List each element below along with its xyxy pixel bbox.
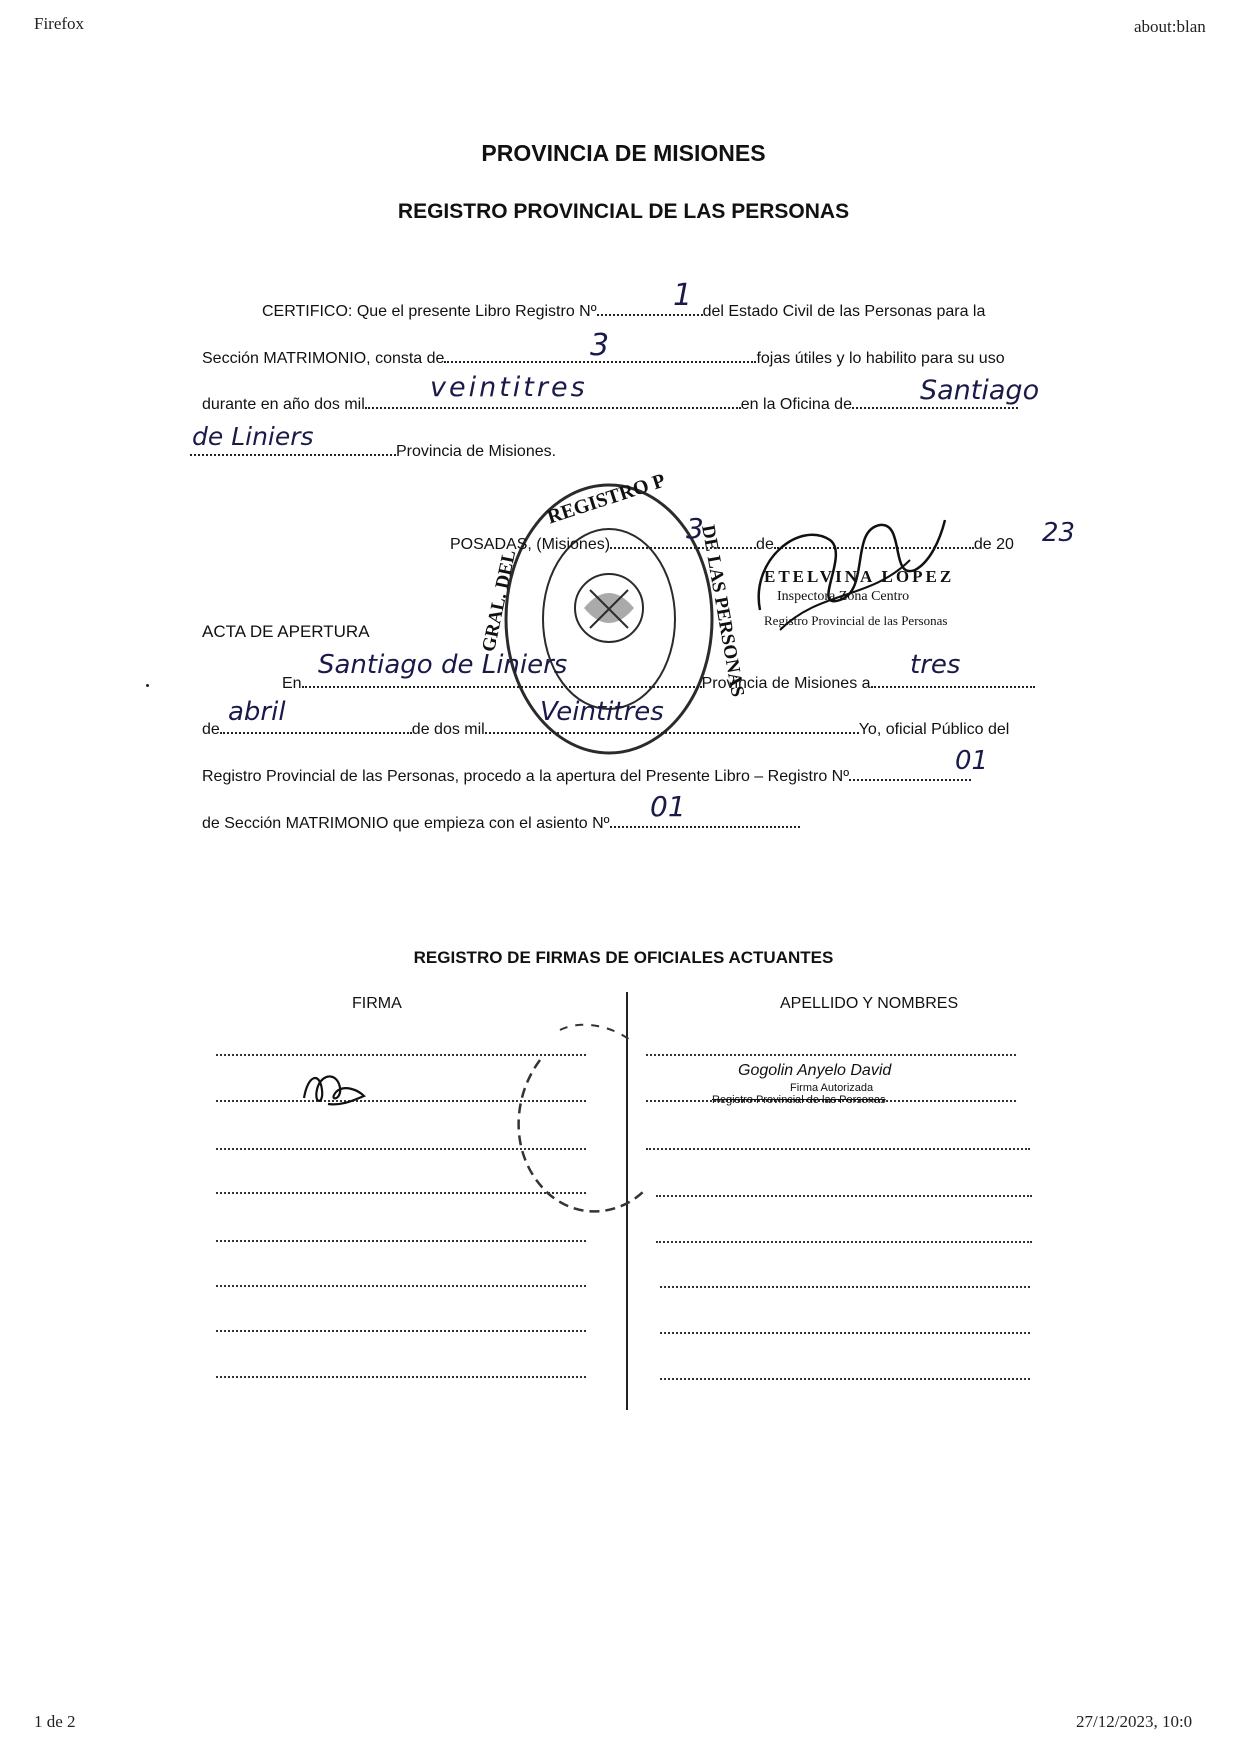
nombre-row-6 — [660, 1286, 1030, 1288]
firma-row-8 — [216, 1376, 586, 1378]
cert-l2-b: fojas útiles y lo habilito para su uso — [756, 350, 1005, 367]
acta-l2-a: de — [202, 721, 220, 738]
seal-text-top: REGISTRO P — [544, 469, 669, 529]
handwritten-fojas: 3 — [590, 328, 610, 363]
cert-l1-b: del Estado Civil de las Personas para la — [702, 303, 986, 320]
stamp-name: ETELVINA LOPEZ — [764, 567, 955, 586]
nombre-row-1 — [646, 1054, 1016, 1056]
handwritten-libro-num: 1 — [673, 278, 693, 313]
nombre-row-4 — [656, 1195, 1032, 1197]
signature-oficial — [298, 1068, 368, 1112]
acta-line-3 — [202, 765, 971, 786]
fecha-year-prefix: de 20 — [973, 536, 1014, 553]
seal-text-right: DE LAS PERSONAS — [697, 523, 749, 699]
cert-l3-a: durante en año dos mil — [202, 396, 365, 413]
print-datetime: 27/12/2023, 10:0 — [1076, 1712, 1193, 1731]
nombre-row-5 — [656, 1241, 1032, 1243]
acta-line-4 — [202, 812, 800, 833]
handwritten-mes: abril — [228, 697, 286, 727]
acta-l1-b: Provincia de Misiones a — [701, 675, 871, 692]
handwritten-anio: veintitres — [430, 372, 588, 403]
handwritten-registro-num: 01 — [955, 746, 989, 776]
acta-l1-a: En — [282, 675, 302, 692]
firma-row-6 — [216, 1285, 586, 1287]
stamp-title: Inspectora Zona Centro — [777, 589, 910, 604]
handwritten-dia: tres — [910, 650, 961, 680]
handwritten-lugar: Santiago de Liniers — [318, 650, 568, 680]
cert-l3-b: en la Oficina de — [740, 396, 852, 413]
col-apellido: APELLIDO Y NOMBRES — [780, 995, 959, 1012]
acta-l2-c: Yo, oficial Público del — [858, 721, 1010, 738]
round-stamp-faint — [500, 1020, 680, 1220]
stamp-org: Registro Provincial de las Personas — [764, 613, 948, 628]
handwritten-year: 23 — [1042, 518, 1076, 548]
handwritten-asiento: 01 — [650, 790, 686, 823]
entry-sub1: Firma Autorizada — [790, 1082, 874, 1094]
document-subtitle: REGISTRO PROVINCIAL DE LAS PERSONAS — [397, 200, 850, 223]
col-firma: FIRMA — [352, 995, 402, 1012]
acta-l3-a: Registro Provincial de las Personas, procedo a la apertura del Presente Libro – Registro Nº — [202, 768, 850, 785]
seal-text-left: GRAL. DEL — [478, 548, 521, 654]
acta-l2-b: de dos mil — [411, 721, 485, 738]
handwritten-oficina-cont: de Liniers — [192, 422, 314, 451]
cert-l1-a: CERTIFICO: Que el presente Libro Registro Nº — [262, 303, 597, 320]
firmas-heading: REGISTRO DE FIRMAS DE OFICIALES ACTUANTES — [413, 948, 834, 967]
page-count: 1 de 2 — [34, 1712, 76, 1731]
cert-line-3 — [202, 393, 1018, 414]
cert-l2-a: Sección MATRIMONIO, consta de — [202, 350, 445, 367]
handwritten-oficina: Santiago — [920, 375, 1040, 406]
cert-line-1 — [262, 300, 985, 321]
handwritten-day: 3 — [686, 512, 704, 545]
handwritten-anio-acta: Veintitres — [540, 697, 664, 727]
url-label: about:blan — [1134, 17, 1206, 36]
firma-row-7 — [216, 1330, 586, 1332]
margin-dot — [146, 684, 149, 687]
firma-row-5 — [216, 1240, 586, 1242]
acta-l4-a: de Sección MATRIMONIO que empieza con el asiento Nº — [202, 815, 610, 832]
acta-heading: ACTA DE APERTURA — [202, 622, 370, 641]
entry-sub2: Registro Provincial de las Personas — [712, 1094, 886, 1106]
document-title: PROVINCIA DE MISIONES — [481, 140, 766, 166]
browser-label: Firefox — [34, 14, 85, 33]
fecha-label: POSADAS, (Misiones) — [450, 536, 611, 553]
entry-name: Gogolin Anyelo David — [738, 1062, 892, 1079]
nombre-row-8 — [660, 1378, 1030, 1380]
nombre-row-3 — [646, 1148, 1030, 1150]
fecha-de: de — [756, 536, 774, 553]
nombre-row-7 — [660, 1332, 1030, 1334]
cert-l4-b: Provincia de Misiones. — [396, 443, 557, 460]
